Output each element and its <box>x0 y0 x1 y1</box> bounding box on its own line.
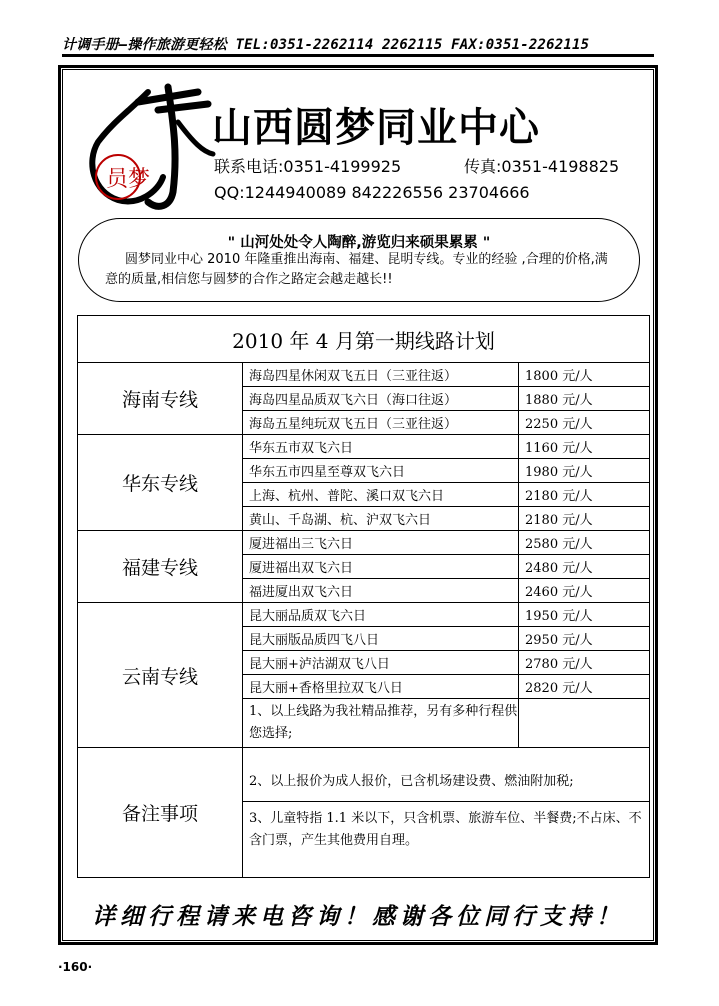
route-price: 1950 元/人 <box>519 603 650 627</box>
note-1: 1、以上线路为我社精品推荐，另有多种行程供您选择; <box>243 699 519 748</box>
route-table <box>77 315 650 878</box>
route-price: 1800 元/人 <box>519 363 650 387</box>
empty-cell <box>519 699 650 748</box>
footer-slogan: 详细行程请来电咨询！感谢各位同行支持！ <box>92 904 624 930</box>
notes-cell <box>243 748 650 878</box>
route-price: 1980 元/人 <box>519 459 650 483</box>
slogan-banner <box>78 218 640 302</box>
route-name: 海岛四星品质双飞六日（海口往返） <box>243 387 519 411</box>
company-logo <box>78 82 218 212</box>
header-rule <box>62 54 654 57</box>
route-price: 1880 元/人 <box>519 387 650 411</box>
route-price: 2180 元/人 <box>519 507 650 531</box>
route-price: 2950 元/人 <box>519 627 650 651</box>
route-price: 2780 元/人 <box>519 651 650 675</box>
brush-logo-icon <box>78 82 218 212</box>
slogan-text: " 山河处处令人陶醉,游览归来硕果累累 " <box>227 235 491 251</box>
table-title: 2010 年 4 月第一期线路计划 <box>78 316 650 363</box>
route-name: 海岛四星休闲双飞五日（三亚往返） <box>243 363 519 387</box>
page-number: ·160· <box>58 960 93 974</box>
route-name: 昆大丽品质双飞六日 <box>243 603 519 627</box>
region-hainan: 海南专线 <box>78 363 243 435</box>
region-yunnan: 云南专线 <box>78 603 243 748</box>
route-name: 上海、杭州、普陀、溪口双飞六日 <box>243 483 519 507</box>
route-name: 昆大丽版品质四飞八日 <box>243 627 519 651</box>
region-huadong: 华东专线 <box>78 435 243 531</box>
route-price: 2580 元/人 <box>519 531 650 555</box>
route-name: 福进厦出双飞六日 <box>243 579 519 603</box>
route-price: 2250 元/人 <box>519 411 650 435</box>
route-price: 2820 元/人 <box>519 675 650 699</box>
route-name: 昆大丽+香格里拉双飞八日 <box>243 675 519 699</box>
logo-char: 员梦 <box>106 167 151 192</box>
route-name: 华东五市双飞六日 <box>243 435 519 459</box>
route-name: 华东五市四星至尊双飞六日 <box>243 459 519 483</box>
contact-phone: 联系电话:0351-4199925 <box>214 157 402 176</box>
note-3: 3、儿童特指 1.1 米以下，只含机票、旅游车位、半餐费;不占床、不含门票，产生其他费用自理。 <box>249 811 642 848</box>
route-price: 2480 元/人 <box>519 555 650 579</box>
route-price: 2180 元/人 <box>519 483 650 507</box>
route-name: 厦进福出双飞六日 <box>243 555 519 579</box>
route-name: 昆大丽+泸沽湖双飞八日 <box>243 651 519 675</box>
route-name: 厦进福出三飞六日 <box>243 531 519 555</box>
intro-text: 圆梦同业中心 2010 年隆重推出海南、福建、昆明专线。专业的经验 ,合理的价格,满意的质量,相信您与圆梦的合作之路定会越走越长!! <box>105 252 608 287</box>
region-fujian: 福建专线 <box>78 531 243 603</box>
route-name: 海岛五星纯玩双飞五日（三亚往返） <box>243 411 519 435</box>
route-price: 2460 元/人 <box>519 579 650 603</box>
page-header: 计调手册—操作旅游更轻松 TEL:0351-2262114 2262115 FAX:0351-2262115 <box>62 37 590 53</box>
note-2: 2、以上报价为成人报价，已含机场建设费、燃油附加税; <box>243 769 649 802</box>
route-name: 黄山、千岛湖、杭、沪双飞六日 <box>243 507 519 531</box>
route-price: 1160 元/人 <box>519 435 650 459</box>
contact-fax: 传真:0351-4198825 <box>464 157 620 176</box>
contact-qq: QQ:1244940089 842226556 23704666 <box>214 183 530 202</box>
notes-label: 备注事项 <box>78 748 243 878</box>
company-name: 山西圆梦同业中心 <box>212 105 540 151</box>
